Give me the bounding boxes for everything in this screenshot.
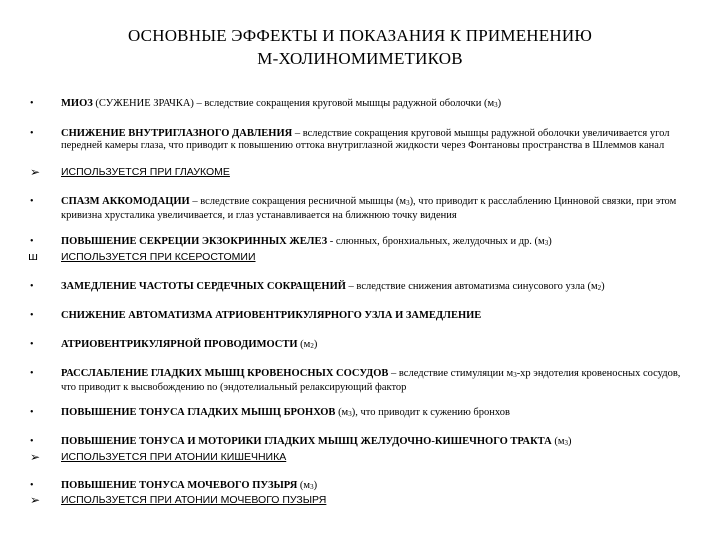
- bullet-marker: •: [30, 339, 34, 350]
- arrow-marker-icon: ➢: [30, 450, 41, 464]
- slide-title: [0, 24, 720, 70]
- bullet-marker: •: [30, 281, 34, 292]
- item-text: МИОЗ (СУЖЕНИЕ ЗРАЧКА) – вследствие сокращения круговой мышцы радужной оболочки $(м_3)$: [61, 98, 502, 109]
- arrow-marker-icon: ➢: [30, 165, 41, 179]
- usage-indication: ИСПОЛЬЗУЕТСЯ ПРИ АТОНИИ КИШЕЧНИКА: [61, 451, 287, 463]
- item-text: РАССЛАБЛЕНИЕ ГЛАДКИХ МЫШЦ КРОВЕНОСНЫХ СОСУДОВ – вследствие стимуляции $м_3-хр$ эндотелия кровеносных сосудов, что приводит к высвобождению no (эндотелиальный релаксирующий фактор: [61, 368, 681, 393]
- usage-indication: ИСПОЛЬЗУЕТСЯ ПРИ ГЛАУКОМЕ: [61, 166, 230, 178]
- bullet-marker: •: [30, 128, 34, 139]
- usage-indication: ИСПОЛЬЗУЕТСЯ ПРИ АТОНИИ МОЧЕВОГО ПУЗЫРЯ: [61, 494, 327, 506]
- item-text: СНИЖЕНИЕ ВНУТРИГЛАЗНОГО ДАВЛЕНИЯ – вследствие сокращения круговой мышцы радужной оболочки увеличивается угол передней камеры глаза, что приводит к повышению оттока внутриглазной жидкости через Фонтановы пространства в Шлеммов канал: [61, 128, 670, 151]
- bullet-marker: •: [30, 436, 34, 447]
- bullet-marker: •: [30, 98, 34, 109]
- usage-indication: ИСПОЛЬЗУЕТСЯ ПРИ КСЕРОСТОМИИ: [61, 251, 256, 263]
- item-text: СПАЗМ АККОМОДАЦИИ – вследствие сокращения ресничной мышцы $(м_3)$, что приводит к расслаблению Цинновой связки, при этом кривизна хрусталика увеличивается, и глаз устанавливается на ближнюю точку видения: [61, 196, 677, 221]
- item-text: ПОВЫШЕНИЕ ТОНУСА МОЧЕВОГО ПУЗЫРЯ $(м_3)$: [61, 480, 318, 491]
- item-text: ПОВЫШЕНИЕ ТОНУСА ГЛАДКИХ МЫШЦ БРОНХОВ $(м_3)$, что приводит к сужению бронхов: [61, 407, 510, 418]
- bullet-marker: •: [30, 407, 34, 418]
- bullet-marker: •: [30, 368, 34, 379]
- item-text: СНИЖЕНИЕ АВТОМАТИЗМА АТРИОВЕНТРИКУЛЯРНОГО УЗЛА И ЗАМЕДЛЕНИЕ: [61, 310, 482, 321]
- title-line-1: ОСНОВНЫЕ ЭФФЕКТЫ И ПОКАЗАНИЯ К ПРИМЕНЕНИЮ: [128, 26, 592, 45]
- bullet-marker: •: [30, 480, 34, 491]
- title-line-2: М-ХОЛИНОМИМЕТИКОВ: [257, 49, 463, 68]
- bullet-marker: •: [30, 310, 34, 321]
- square-marker: ш: [28, 250, 39, 263]
- item-text: ПОВЫШЕНИЕ ТОНУСА И МОТОРИКИ ГЛАДКИХ МЫШЦ ЖЕЛУДОЧНО-КИШЕЧНОГО ТРАКТА $(м_3)$: [61, 436, 572, 447]
- bullet-marker: •: [30, 196, 34, 207]
- bullet-marker: •: [30, 236, 34, 247]
- item-text: ЗАМЕДЛЕНИЕ ЧАСТОТЫ СЕРДЕЧНЫХ СОКРАЩЕНИЙ – вследствие снижения автоматизма синусового узла $(м_2)$: [61, 281, 605, 292]
- item-text: ПОВЫШЕНИЕ СЕКРЕЦИИ ЭКЗОКРИННЫХ ЖЕЛЕЗ - слюнных, бронхиальных, желудочных и др. $(м_3)$: [61, 236, 552, 247]
- arrow-marker-icon: ➢: [30, 493, 41, 507]
- item-text: АТРИОВЕНТРИКУЛЯРНОЙ ПРОВОДИМОСТИ $(м_2)$: [61, 339, 318, 350]
